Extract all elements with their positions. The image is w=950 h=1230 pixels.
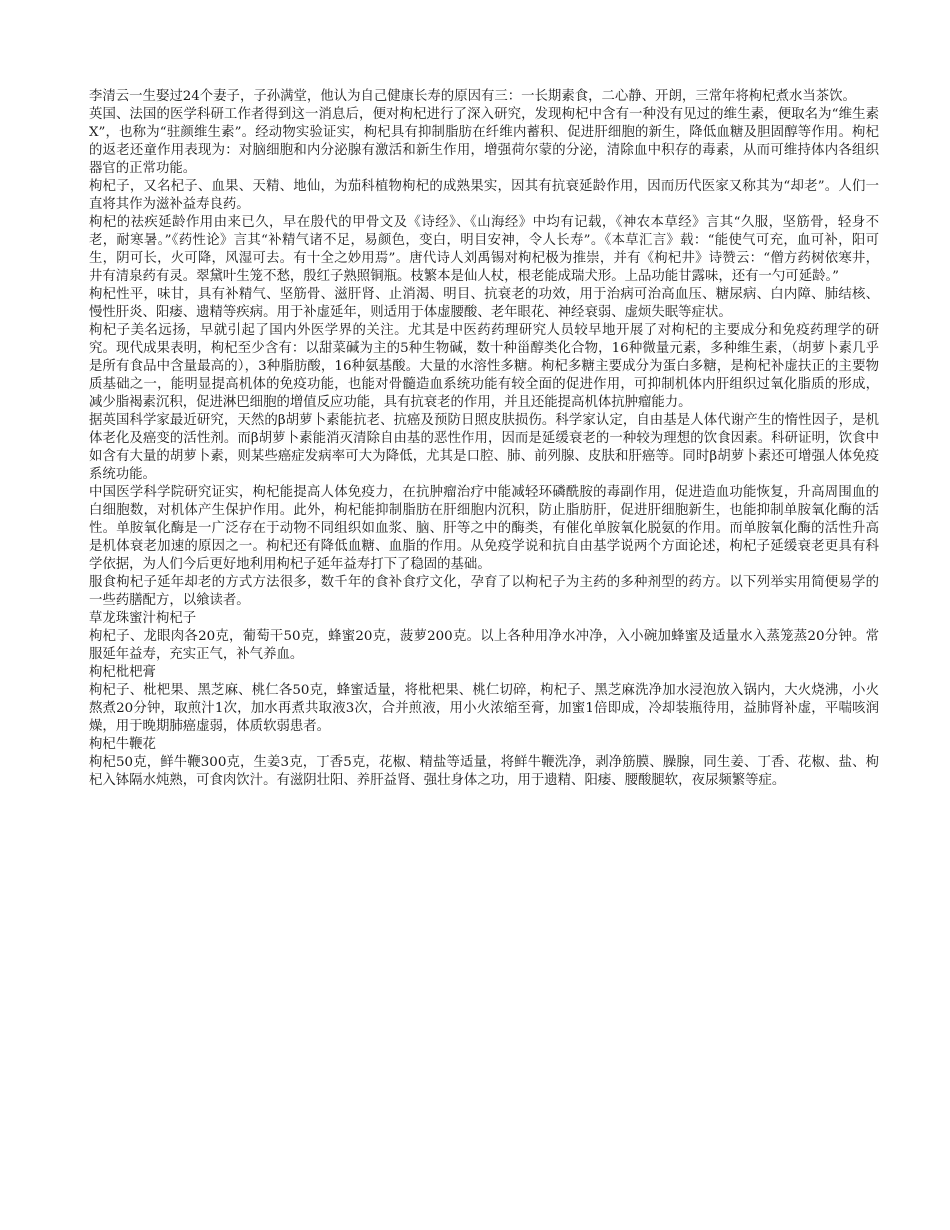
paragraph-6: 枸杞子美名远扬，早就引起了国内外医学界的关注。尤其是中医药药理研究人员较早地开展了对枸杞的主要成分和免疫药理学的研究。现代成果表明，枸杞至少含有：以甜菜碱为主的5种生物碱，数十种甾醇类化合物，16种微量元素，多种维生素，（胡萝卜素几乎是所有食品中含量最高的），3种脂肪酸，16种氨基酸。大量的水溶性多糖。枸杞多糖主要成分为蛋白多糖，是枸杞补虚扶正的主要物质基础之一，能明显提高机体的免疫功能，也能对骨髓造血系统功能有较全面的促进作用，可抑制机体内肝组织过氧化脂质的形成，减少脂褐素沉积，促进淋巴细胞的增值反应功能，具有抗衰老的作用，并且还能提高机体抗肿瘤能力。 <box>89 323 879 410</box>
paragraph-1: 李清云一生娶过24个妻子，子孙满堂，他认为自己健康长寿的原因有三：一长期素食，二心静、开朗，三常年将枸杞煮水当茶饮。 <box>89 89 856 104</box>
recipe-title-3: 枸杞牛鞭花 <box>89 737 156 752</box>
paragraph-9: 服食枸杞子延年却老的方式方法很多，数千年的食补食疗文化，孕育了以枸杞子为主药的多种剂型的药方。以下列举实用简便易学的一些药膳配方，以飨读者。 <box>89 575 879 608</box>
paragraph-5: 枸杞性平，味甘，具有补精气、坚筋骨、滋肝肾、止消渴、明目、抗衰老的功效，用于治病可治高血压、糖尿病、白内障、肺结核、慢性肝炎、阳痿、遗精等疾病。用于补虚延年，则适用于体虚腰酸、老年眼花、神经衰弱、虚烦失眠等症状。 <box>89 287 879 320</box>
recipe-title-1: 草龙珠蜜汁枸杞子 <box>89 611 197 626</box>
paragraph-7: 据英国科学家最近研究，天然的β胡萝卜素能抗老、抗癌及预防日照皮肤损伤。科学家认定，自由基是人体代谢产生的惰性因子，是机体老化及癌变的活性剂。而β胡萝卜素能消灭清除自由基的恶性作用，因而是延缓衰老的一种较为理想的饮食因素。科研证明，饮食中如含有大量的胡萝卜素，则某些癌症发病率可大为降低，尤其是口腔、肺、前列腺、皮肤和肝癌等。同时β胡萝卜素还可增强人体免疫系统功能。 <box>89 413 879 482</box>
paragraph-3: 枸杞子，又名杞子、血果、天精、地仙，为茄科植物枸杞的成熟果实，因其有抗衰延龄作用，因而历代医家又称其为“却老”。人们一直将其作为滋补益寿良药。 <box>89 179 879 212</box>
paragraph-4: 枸杞的祛疾延龄作用由来已久，早在殷代的甲骨文及《诗经》、《山海经》中均有记载，《神农本草经》言其“久服，坚筋骨，轻身不老，耐寒暑。”《药性论》言其“补精气诸不足，易颜色，变白，明目安神，令人长寿”。《本草汇言》载：“能使气可充，血可补，阳可生，阴可长，火可降，风湿可去。有十全之妙用焉”。唐代诗人刘禹锡对枸杞极为推崇，并有《枸杞井》诗赞云：“僧方药树依寒井，井有清泉药有灵。翠黛叶生笼不愁，殷红子熟照铜瓶。枝繁本是仙人杖，根老能成瑞犬形。上品功能甘露味，还有一勺可延龄。” <box>89 215 879 284</box>
paragraph-2: 英国、法国的医学科研工作者得到这一消息后，便对枸杞进行了深入研究，发现枸杞中含有一种没有见过的维生素，便取名为“维生素X”，也称为“驻颜维生素”。经动物实验证实，枸杞具有抑制脂肪在纤维内蓄积、促进肝细胞的新生，降低血糖及胆固醇等作用。枸杞的返老还童作用表现为：对脑细胞和内分泌腺有激活和新生作用，增强荷尔蒙的分泌，清除血中积存的毒素，从而可维持体内各组织器官的正常功能。 <box>89 107 879 176</box>
recipe-body-1: 枸杞子、龙眼肉各20克，葡萄干50克，蜂蜜20克，菠萝200克。以上各种用净水冲净，入小碗加蜂蜜及适量水入蒸笼蒸20分钟。常服延年益寿，充实正气，补气养血。 <box>89 629 879 662</box>
paragraph-8: 中国医学科学院研究证实，枸杞能提高人体免疫力，在抗肿瘤治疗中能减轻环磷酰胺的毒副作用，促进造血功能恢复，升高周围血的白细胞数，对机体产生保护作用。此外，枸杞能抑制脂肪在肝细胞内沉积，防止脂肪肝，促进肝细胞新生，也能抑制单胺氧化酶的活性。单胺氧化酶是一广泛存在于动物不同组织如血浆、脑、肝等之中的酶类，有催化单胺氧化脱氨的作用。而单胺氧化酶的活性升高是机体衰老加速的原因之一。枸杞还有降低血糖、血脂的作用。从免疫学说和抗自由基学说两个方面论述，枸杞子延缓衰老更具有科学依据，为人们今后更好地利用枸杞子延年益寿打下了稳固的基础。 <box>89 485 879 572</box>
recipe-body-2: 枸杞子、枇杷果、黑芝麻、桃仁各50克，蜂蜜适量，将枇杷果、桃仁切碎，枸杞子、黑芝麻洗净加水浸泡放入锅内，大火烧沸，小火熬煮20分钟，取煎汁1次，加水再煮共取液3次，合并煎液，用小火浓缩至膏，加蜜1倍即成，冷却装瓶待用，益肺肾补虚，平喘咳润燥，用于晚期肺癌虚弱，体质软弱患者。 <box>89 683 879 734</box>
recipe-title-2: 枸杞枇杷膏 <box>89 665 156 680</box>
document-body <box>89 88 879 790</box>
recipe-body-3: 枸杞50克，鲜牛鞭300克，生姜3克，丁香5克，花椒、精盐等适量，将鲜牛鞭洗净，剥净筋膜、臊腺，同生姜、丁香、花椒、盐、枸杞入钵隔水炖熟，可食肉饮汁。有滋阴壮阳、养肝益肾、强壮身体之功，用于遗精、阳痿、腰酸腿软，夜尿频繁等症。 <box>89 755 879 788</box>
